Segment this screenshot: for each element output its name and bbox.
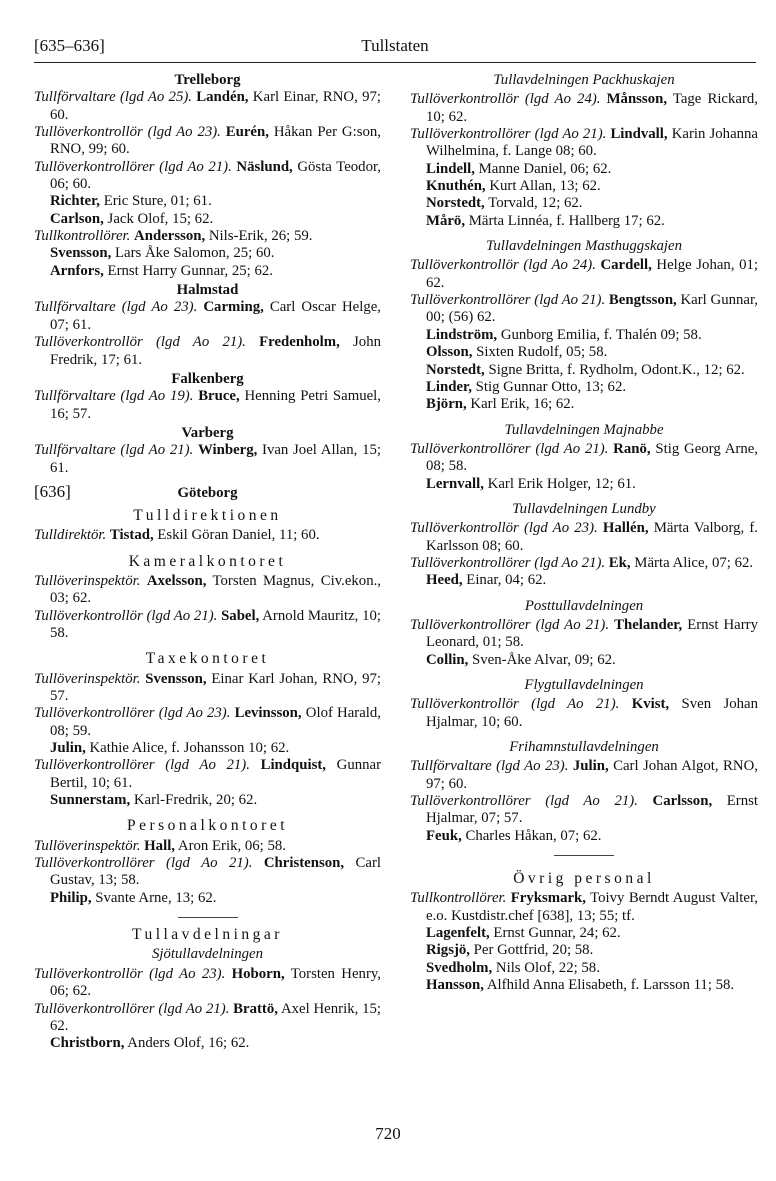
entry-role: Tullkontrollörer. [34,228,131,245]
entry-name: Cardell, [600,257,652,274]
entry-name: Carlson, [50,210,104,227]
entry-name: Lernvall, [426,475,484,492]
entry-name: Ranö, [613,440,651,457]
entry-details: Märta Alice, 07; 62. [630,554,754,571]
entry-role: Tullöverkontrollörer (lgd Ao 21). [34,855,253,872]
directory-entry [410,572,758,589]
entry-details: Nils Olof, 22; 58. [492,959,600,976]
entry-list [34,527,381,544]
entry-details: Karl-Fredrik, 20; 62. [130,792,258,809]
entry-details: Karl Einar, RNO, 97; 60. [50,89,381,123]
entry-details: Charles Håkan, 07; 62. [461,827,602,844]
entry-name: Lindström, [426,326,498,343]
directory-entry [410,126,758,161]
entry-details: Håkan Per G:son, RNO, 99; 60. [50,124,381,158]
entry-role: Tullkontrollörer. [410,890,507,907]
entry-details: Einar, 04; 62. [462,572,547,589]
entry-details: Eskil Göran Daniel, 11; 60. [153,527,320,544]
entry-name: Björn, [426,396,467,413]
entry-details: Karl Erik Holger, 12; 61. [483,475,636,492]
entry-name: Andersson, [134,228,206,245]
directory-entry [410,344,758,361]
entry-details: Signe Britta, f. Rydholm, Odont.K., 12; 62. [484,361,745,378]
entry-details: Lars Åke Salomon, 25; 60. [111,245,275,262]
entry-name: Mårö, [426,212,466,229]
entry-name: Richter, [50,193,100,210]
entry-role: Tullöverkontrollör (lgd Ao 21). [34,334,246,351]
entry-role: Tullförvaltare (lgd Ao 21). [34,442,194,459]
entry-name: Lindvall, [610,126,668,143]
entry-details: Stig Georg Arne, 08; 58. [426,440,758,475]
directory-entry [410,617,758,652]
entry-role: Tullöverkontrollör (lgd Ao 21). [410,696,620,713]
entry-list [34,388,381,423]
directory-entry [34,792,381,809]
entry-name: Tistad, [109,527,154,544]
entry-role: Tullförvaltare (lgd Ao 23). [34,299,198,316]
entry-details: Märta Valborg, f. Karlsson 08; 60. [426,520,758,554]
entry-role: Tullförvaltare (lgd Ao 19). [34,388,194,405]
sub-heading: Frihamnstullavdelningen [509,739,659,756]
city-heading-row [34,483,381,505]
entry-details: Sixten Rudolf, 05; 58. [472,344,608,361]
entry-details: Stig Gunnar Otto, 13; 62. [471,378,627,395]
entry-details: Carl Johan Algot, RNO, 97; 60. [426,758,758,792]
right-column [410,70,758,995]
directory-entry [34,573,381,608]
entry-details: Ernst Harry Gunnar, 25; 62. [103,262,273,279]
entry-details: Ernst Hjalmar, 07; 57. [426,793,759,827]
entry-role: Tullöverkontrollörer (lgd Ao 21). [410,440,609,457]
entry-details: Anders Olof, 16; 62. [124,1035,250,1052]
entry-name: Kvist, [631,696,670,713]
directory-entry [410,195,758,212]
entry-name: Lindell, [426,160,475,177]
section-heading: Trelleborg [174,72,241,88]
divider [554,855,614,856]
directory-entry [34,671,381,706]
directory-entry [410,828,758,845]
entry-role: Tullöverkontrollörer (lgd Ao 21). [410,616,610,633]
directory-entry [34,228,381,245]
entry-list [34,442,381,477]
entry-name: Norstedt, [426,361,485,378]
entry-name: Carming, [203,299,264,316]
entry-name: Bruce, [198,388,240,405]
entry-role: Tullöverkontrollörer (lgd Ao 21). [34,158,232,175]
entry-list [410,91,758,230]
entry-name: Hansson, [426,977,484,994]
entry-role: Tullöverkontrollörer (lgd Ao 21). [410,292,606,309]
directory-entry [34,608,381,643]
entry-details: Axel Henrik, 15; 62. [50,1000,381,1034]
entry-details: Arnold Mauritz, 10; 58. [50,607,381,641]
entry-details: Per Gottfrid, 20; 58. [469,942,594,959]
entry-name: Svensson, [145,670,207,687]
entry-name: Svensson, [50,245,112,262]
city-heading: Göteborg [177,484,238,501]
entry-list [410,441,758,493]
entry-name: Axelsson, [146,572,207,589]
entry-details: Gunborg Emilia, f. Thalén 09; 58. [497,326,702,343]
directory-entry [34,89,381,124]
entry-details: Karl Gunnar, 00; (56) 62. [426,292,758,326]
entry-name: Winberg, [197,442,258,459]
entry-name: Lindquist, [260,757,326,774]
sub-heading: Posttullavdelningen [524,597,644,614]
directory-entry [410,977,758,994]
entry-details: Tage Rickard, 10; 62. [426,91,758,125]
entry-list [34,966,381,1053]
entry-name: Knuthén, [426,178,486,195]
directory-entry [34,1035,381,1052]
sub-heading: Tullavdelningen Lundby [512,500,656,517]
divider [178,917,238,918]
directory-entry [410,379,758,396]
directory-entry [34,263,381,280]
page-number: 720 [375,1124,401,1143]
entry-details: Kurt Allan, 13; 62. [485,178,601,195]
entry-role: Tullöverinspektör. [34,572,141,589]
entry-details: Alfhild Anna Elisabeth, f. Larsson 11; 58. [483,977,735,994]
section-heading: Falkenberg [171,370,244,387]
entry-name: Julin, [50,740,86,757]
directory-entry [410,925,758,942]
directory-entry [410,178,758,195]
entry-name: Näslund, [236,158,293,175]
entry-name: Hall, [144,837,176,854]
directory-entry [410,91,758,126]
entry-details: Ernst Harry Leonard, 01; 58. [426,616,759,651]
entry-name: Christenson, [263,855,345,872]
directory-entry [410,396,758,413]
entry-role: Tullöverkontrollörer (lgd Ao 21). [410,793,638,810]
directory-entry [410,213,758,230]
entry-details: Torsten Henry, 06; 62. [50,965,382,1000]
entry-details: Carl Oscar Helge, 07; 61. [50,299,381,333]
directory-entry [410,555,758,572]
entry-name: Feuk, [426,827,462,844]
directory-entry [34,966,381,1001]
entry-name: Fredenholm, [259,334,340,351]
entry-name: Svedholm, [426,959,493,976]
entry-list [410,696,758,731]
entry-list [410,758,758,845]
spaced-heading: Övrig personal [513,870,655,888]
entry-details: Eric Sture, 01; 61. [100,193,212,210]
entry-role: Tullöverkontrollör (lgd Ao 21). [34,607,218,624]
directory-entry [410,758,758,793]
entry-name: Lagenfelt, [426,925,490,942]
entry-role: Tullöverkontrollör (lgd Ao 23). [34,965,226,982]
entry-details: Torsten Magnus, Civ.ekon., 03; 62. [50,572,381,607]
entry-name: Heed, [426,572,463,589]
directory-entry [34,890,381,907]
entry-list [34,89,381,280]
header-rule [34,62,756,63]
entry-role: Tullöverkontrollör (lgd Ao 23). [34,124,221,141]
entry-name: Arnfors, [50,262,104,279]
entry-details: Manne Daniel, 06; 62. [474,160,612,177]
sub-heading: Tullavdelningen Masthuggskajen [485,238,683,255]
directory-entry [410,520,758,555]
entry-details: Ivan Joel Allan, 15; 61. [50,442,381,476]
page-range: [635–636] [34,36,105,55]
spaced-heading: Personalkontoret [126,817,289,835]
entry-details: Torvald, 12; 62. [484,195,583,212]
entry-name: Eurén, [225,124,269,141]
entry-role: Tullförvaltare (lgd Ao 23). [410,758,569,775]
entry-name: Hallén, [602,520,649,537]
directory-entry [34,838,381,855]
entry-details: Olof Harald, 08; 59. [50,705,381,739]
entry-name: Collin, [426,651,469,668]
spaced-heading: Taxekontoret [145,650,270,668]
directory-entry [34,757,381,792]
page-tag: [636] [34,481,71,501]
directory-entry [410,960,758,977]
directory-entry [34,1001,381,1036]
sub-heading: Tullavdelningen Majnabbe [504,421,664,438]
entry-list [410,890,758,994]
entry-list [34,671,381,810]
entry-details: Karin Johanna Wilhelmina, f. Lange 08; 60. [426,126,759,160]
entry-list [34,573,381,642]
entry-details: Henning Petri Samuel, 16; 57. [50,388,381,422]
entry-role: Tulldirektör. [34,527,107,544]
sub-heading: Tullavdelningen Packhuskajen [493,72,675,88]
entry-details: Sven Johan Hjalmar, 10; 60. [426,696,758,730]
directory-entry [410,441,758,476]
entry-name: Fryksmark, [510,890,586,907]
entry-list [34,838,381,907]
entry-role: Tullöverkontrollör (lgd Ao 24). [410,91,601,108]
directory-entry [34,740,381,757]
entry-role: Tullöverkontrollör (lgd Ao 24). [410,257,596,274]
directory-entry [34,705,381,740]
entry-name: Brattö, [233,1000,278,1017]
entry-details: Nils-Erik, 26; 59. [205,228,313,245]
entry-role: Tullöverkontrollörer (lgd Ao 21). [410,554,606,571]
entry-details: Aron Erik, 06; 58. [175,837,286,854]
directory-entry [34,388,381,423]
directory-entry [410,942,758,959]
entry-name: Christborn, [50,1035,125,1052]
running-header [34,36,756,62]
directory-entry [410,292,758,327]
entry-name: Linder, [426,378,472,395]
entry-name: Philip, [50,889,92,906]
directory-entry [34,527,381,544]
directory-entry [410,652,758,669]
directory-entry [410,327,758,344]
entry-list [410,257,758,413]
left-column [34,70,381,1053]
entry-name: Landén, [196,89,249,106]
entry-name: Sabel, [221,607,260,624]
entry-name: Hoborn, [231,965,285,982]
entry-name: Sunnerstam, [50,792,131,809]
directory-entry [34,124,381,159]
entry-details: Jack Olof, 15; 62. [103,210,214,227]
running-title: Tullstaten [361,36,429,55]
entry-name: Levinsson, [234,705,302,722]
entry-name: Månsson, [606,91,668,108]
sub-heading: Sjötullavdelningen [152,946,263,963]
entry-name: Ek, [608,554,631,571]
directory-entry [410,890,758,925]
entry-role: Tullöverkontrollörer (lgd Ao 21). [34,1000,230,1017]
entry-details: Ernst Gunnar, 24; 62. [489,925,621,942]
entry-name: Bengtsson, [608,292,677,309]
directory-entry [34,193,381,210]
entry-details: Toivy Berndt August Valter, e.o. Kustdistr.chef [638], 13; 55; tf. [426,890,758,924]
entry-details: Svante Arne, 13; 62. [91,889,217,906]
directory-entry [34,442,381,477]
entry-name: Thelander, [614,616,683,633]
entry-list [410,617,758,669]
directory-entry [410,696,758,731]
entry-details: Einar Karl Johan, RNO, 97; 57. [50,670,381,704]
entry-role: Tullöverkontrollörer (lgd Ao 23). [34,705,231,722]
section-heading: Halmstad [176,282,239,299]
entry-name: Norstedt, [426,195,485,212]
entry-name: Julin, [572,758,609,775]
entry-details: Karl Erik, 16; 62. [466,396,575,413]
directory-entry [34,159,381,194]
directory-entry [34,855,381,890]
entry-role: Tullförvaltare (lgd Ao 25). [34,89,192,106]
entry-role: Tullöverkontrollör (lgd Ao 23). [410,520,598,537]
directory-entry [34,334,381,369]
entry-details: John Fredrik, 17; 61. [50,334,382,368]
directory-entry [34,245,381,262]
entry-name: Carlsson, [652,793,713,810]
sub-heading: Flygtullavdelningen [524,677,644,693]
entry-role: Tullöverkontrollörer (lgd Ao 21). [410,126,607,143]
entry-details: Sven-Åke Alvar, 09; 62. [468,651,616,668]
entry-details: Gunnar Bertil, 10; 61. [50,757,382,791]
spaced-heading: Kameralkontoret [128,552,287,570]
directory-entry [410,161,758,178]
entry-details: Märta Linnéa, f. Hallberg 17; 62. [465,212,665,229]
entry-role: Tullöverkontrollörer (lgd Ao 21). [34,757,250,774]
entry-role: Tullöverinspektör. [34,837,141,854]
entry-details: Helge Johan, 01; 62. [426,257,758,291]
directory-entry [410,476,758,493]
entry-details: Kathie Alice, f. Johansson 10; 62. [85,740,290,757]
section-heading: Varberg [181,424,234,441]
spaced-heading: Tulldirektionen [133,506,282,524]
entry-name: Olsson, [426,344,473,361]
directory-entry [410,257,758,292]
entry-details: Gösta Teodor, 06; 60. [50,158,382,193]
directory-entry [34,299,381,334]
directory-entry [34,211,381,228]
entry-details: Carl Gustav, 13; 58. [50,855,381,889]
spaced-heading: Tullavdelningar [132,926,283,944]
entry-name: Rigsjö, [426,942,470,959]
entry-list [410,520,758,589]
directory-entry [410,793,758,828]
entry-list [34,299,381,368]
directory-entry [410,362,758,379]
entry-role: Tullöverinspektör. [34,670,141,687]
